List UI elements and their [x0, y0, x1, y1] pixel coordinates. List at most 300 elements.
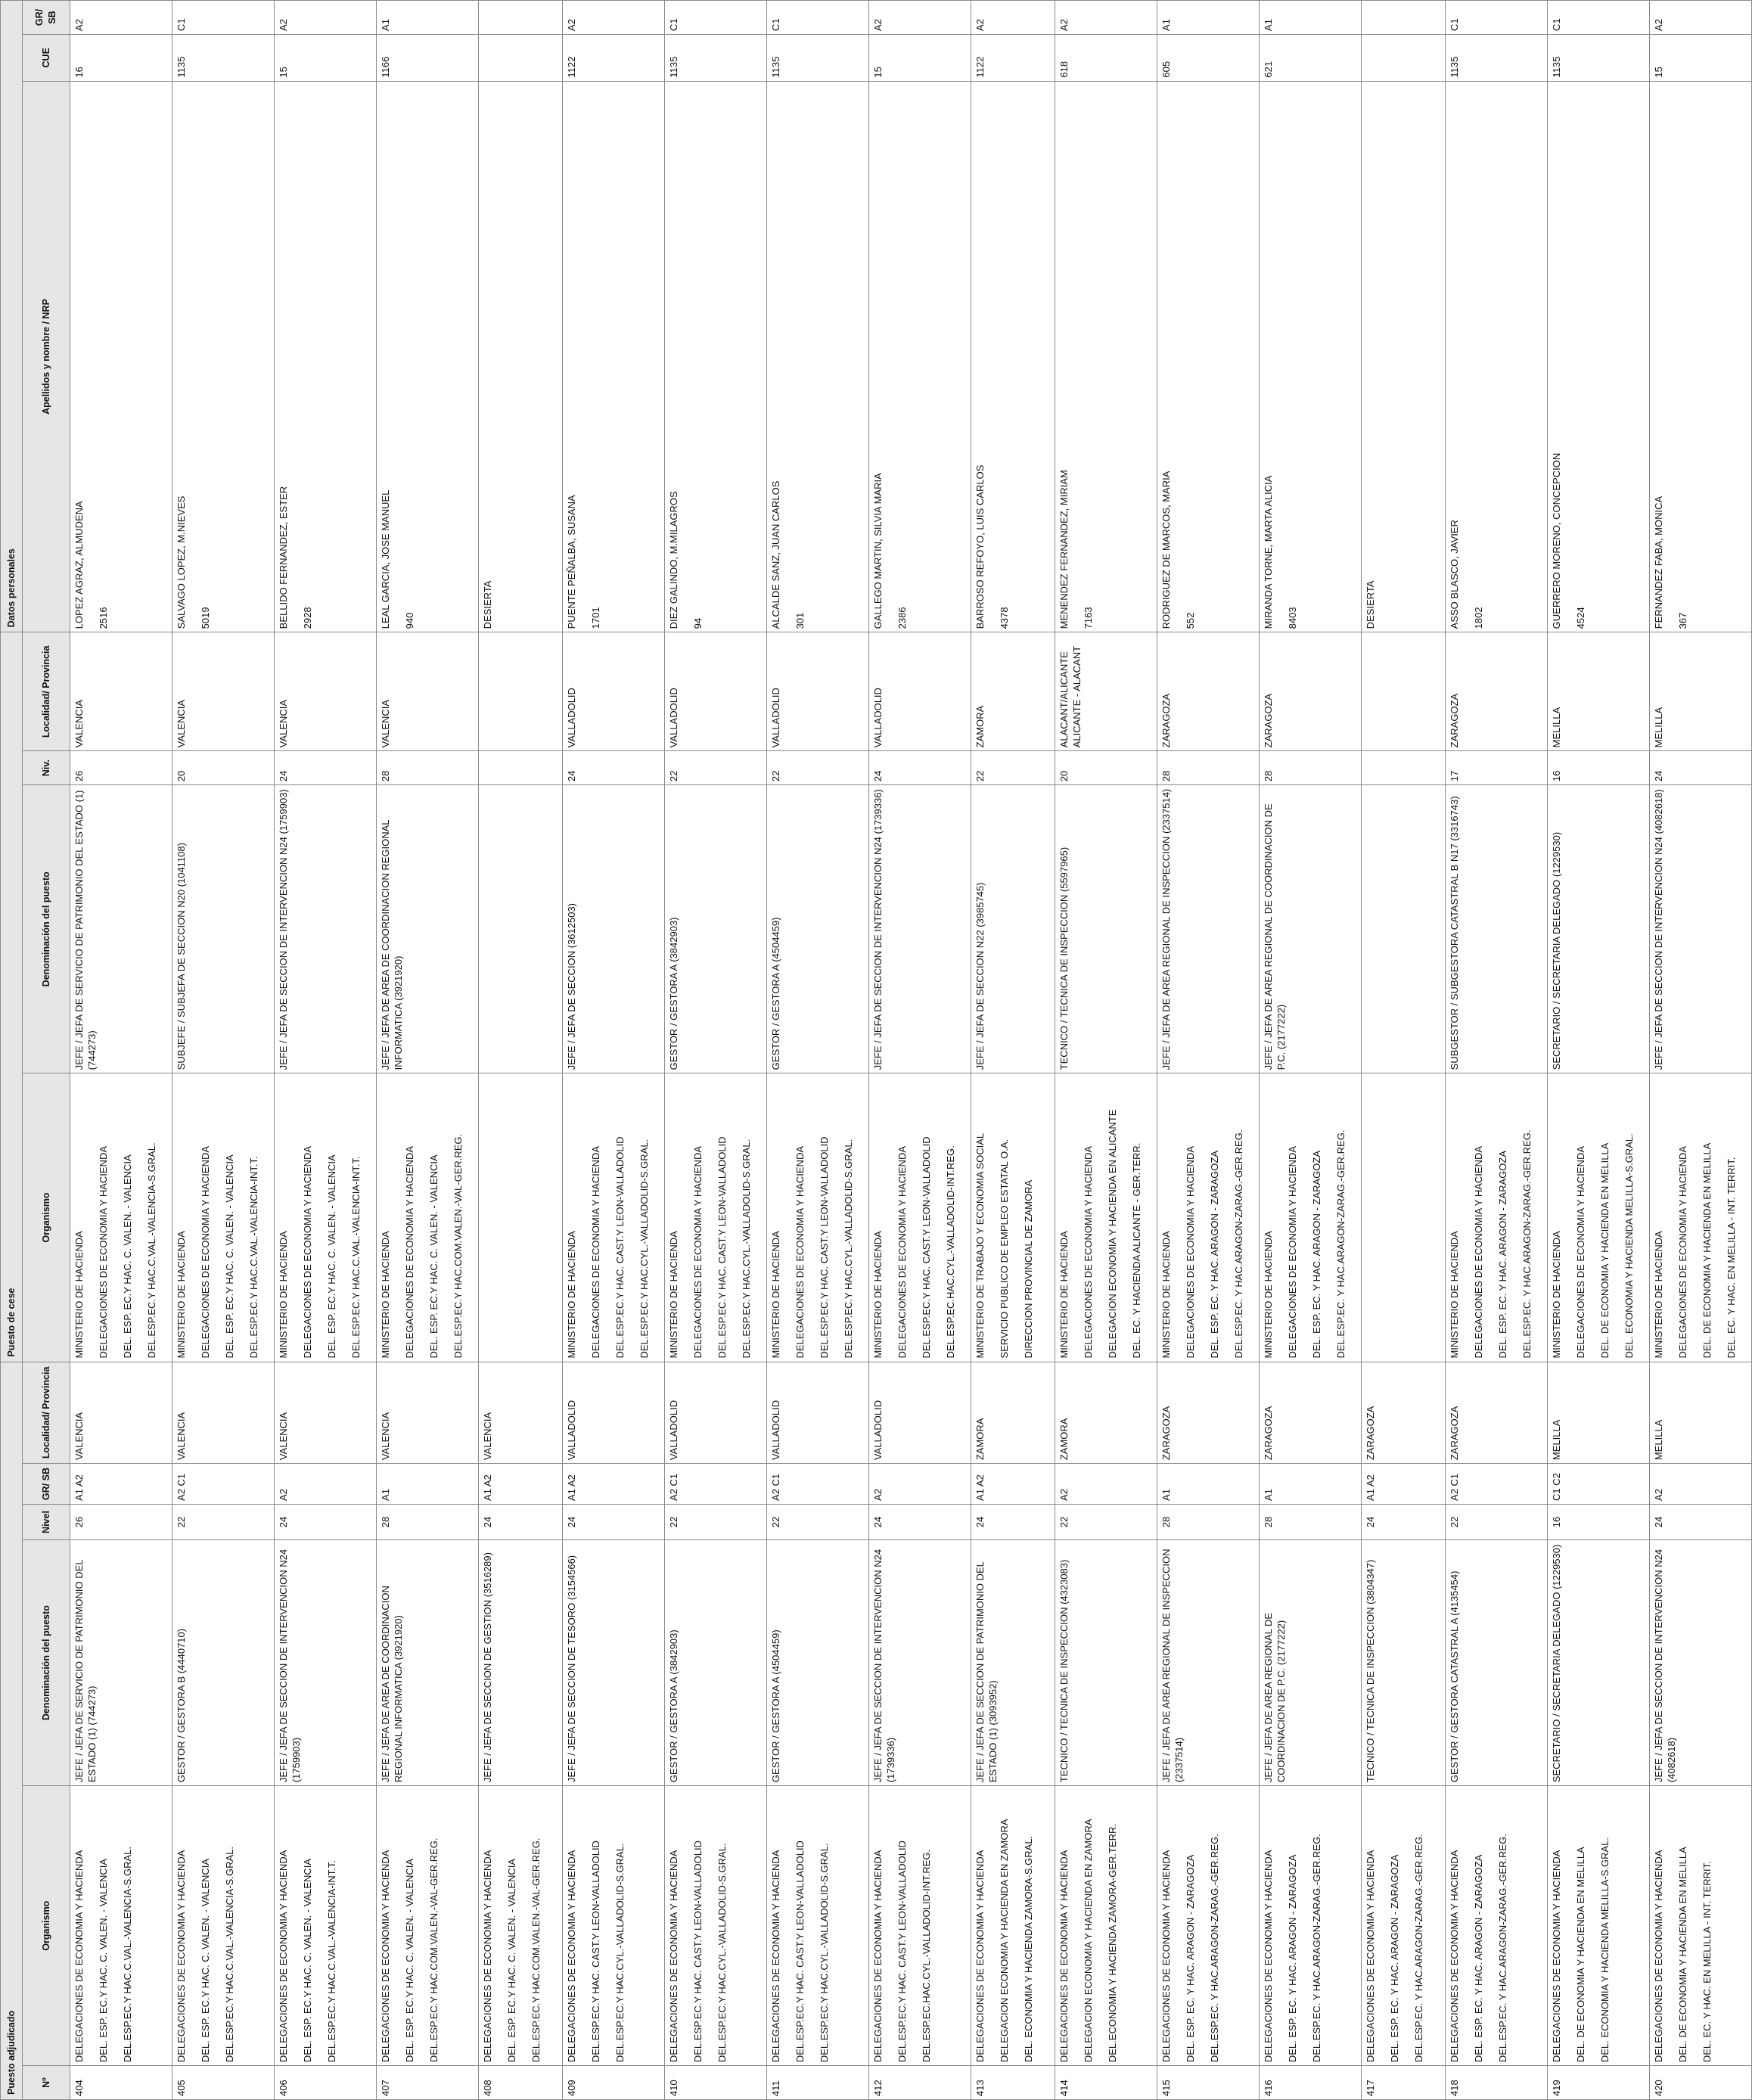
nivel-cese-cell: 26 [70, 751, 172, 785]
person-nrp: 4378 [999, 607, 1010, 629]
grsb-personal-cell: C1 [767, 1, 869, 35]
denominacion-cese-cell [479, 785, 563, 1073]
organismo-cell [1446, 1786, 1548, 2066]
denominacion-cell: JEFE / JEFA DE SERVICIO DE PATRIMONIO DEL ESTADO (1) (744273) [70, 1540, 172, 1786]
organismo-cell [1157, 1786, 1260, 2066]
group-puesto-adjudicado: Puesto adjudicado [1, 1362, 23, 2099]
nivel-cell: 22 [665, 1504, 767, 1539]
person-name: SALVAGO LOPEZ, M.NIEVES [176, 495, 187, 629]
grsb-cell: A2 C1 [665, 1464, 767, 1505]
grsb-cell: A1 [1157, 1464, 1260, 1505]
denominacion-cese-cell: JEFE / JEFA DE SECCION (3612503) [563, 785, 665, 1073]
person-nrp: 94 [692, 617, 704, 629]
organismo-cell [665, 1786, 767, 2066]
denominacion-cell: JEFE / JEFA DE SECCION DE INTERVENCION N24 (1759903) [275, 1540, 377, 1786]
denominacion-cese-cell: JEFE / JEFA DE AREA REGIONAL DE INSPECCION (2337514) [1157, 785, 1260, 1073]
table-row [377, 1, 479, 2100]
cue-cell: 15 [1650, 34, 1752, 81]
row-number: 413 [971, 2066, 1055, 2100]
denominacion-cell: GESTOR / GESTORA A (3842903) [665, 1540, 767, 1786]
localidad-cell: VALLADOLID [563, 1362, 665, 1464]
organismo-cell [1260, 1786, 1362, 2066]
localidad-cese-cell: VALENCIA [172, 632, 275, 751]
table-body [70, 1, 1752, 2100]
person-nrp: 552 [1185, 612, 1196, 629]
grsb-cell: A1 [1260, 1464, 1362, 1505]
organismo-cell-line: DEL. EC. Y HAC. EN MELILLA - INT. TERRIT. [1701, 1861, 1713, 2063]
organismo-cell-line: DELEGACIONES DE ECONOMIA Y HACIENDA [1365, 1850, 1376, 2063]
nivel-cese-cell: 24 [1650, 751, 1752, 785]
organismo-cell-line: DEL. ESP. EC. Y HAC. ARAGON - ZARAGOZA [1473, 1854, 1484, 2063]
organismo-cese-cell-line: MINISTERIO DE HACIENDA [176, 1231, 187, 1359]
organismo-cell-line: DEL.ESP.EC. Y HAC.ARAGON-ZARAG.-GER.REG. [1497, 1834, 1508, 2063]
organismo-cese-cell-line: MINISTERIO DE HACIENDA [380, 1231, 391, 1359]
localidad-cese-cell: VALLADOLID [665, 632, 767, 751]
nivel-cese-cell: 16 [1548, 751, 1650, 785]
nivel-cese-cell: 28 [1157, 751, 1260, 785]
organismo-cell-line: DELEGACIONES DE ECONOMIA Y HACIENDA [1160, 1850, 1172, 2063]
person-nrp: 2516 [98, 607, 109, 629]
denominacion-cese-cell: SUBGESTOR / SUBGESTORA CATASTRAL B N17 (3316743) [1446, 785, 1548, 1073]
col-denominacion: Denominación del puesto [23, 1540, 70, 1786]
nivel-cese-cell: 17 [1446, 751, 1548, 785]
organismo-cese-cell-line: DEL. DE ECONOMIA Y HACIENDA EN MELILLA [1701, 1142, 1713, 1359]
grsb-personal-cell [1362, 1, 1446, 35]
person-name: DESIERTA [1365, 580, 1376, 629]
row-number: 411 [767, 2066, 869, 2100]
organismo-cell [1362, 1786, 1446, 2066]
nombre-cell [70, 81, 172, 632]
organismo-cese-cell-line: DELEGACIONES DE ECONOMIA Y HACIENDA [896, 1145, 908, 1359]
person-name: GALLEGO MARTIN, SILVIA MARIA [872, 473, 884, 629]
organismo-cell-line: DEL.ESP.EC.Y HAC. CAST.Y LEON-VALLADOLID [590, 1841, 601, 2063]
organismo-cese-cell-line: MINISTERIO DE HACIENDA [1653, 1231, 1664, 1359]
organismo-cese-cell [377, 1073, 479, 1362]
localidad-cell: ZARAGOZA [1362, 1362, 1446, 1464]
denominacion-cese-cell: SUBJEFE / SUBJEFA DE SECCION N20 (1041108) [172, 785, 275, 1073]
col-nivel: Nivel [23, 1504, 70, 1539]
table-row [1260, 1, 1362, 2100]
organismo-cese-cell [1157, 1073, 1260, 1362]
grsb-personal-cell: A1 [1260, 1, 1362, 35]
organismo-cese-cell-line: DEL.ESP.EC. Y HAC.ARAGON-ZARAG.-GER.REG. [1521, 1129, 1533, 1359]
organismo-cell-line: DEL. DE ECONOMIA Y HACIENDA EN MELILLA [1575, 1847, 1586, 2063]
organismo-cell-line: DEL.ESP.EC.Y HAC. CAST.Y LEON-VALLADOLID [794, 1841, 806, 2063]
person-nrp: 1701 [590, 607, 601, 629]
organismo-cese-cell [1650, 1073, 1752, 1362]
organismo-cell [767, 1786, 869, 2066]
organismo-cell-line: DELEGACIONES DE ECONOMIA Y HACIENDA [380, 1850, 391, 2063]
localidad-cese-cell: ZARAGOZA [1260, 632, 1362, 751]
table-row [767, 1, 869, 2100]
nivel-cell: 22 [1055, 1504, 1157, 1539]
person-name: BARROSO REFOYO, LUIS CARLOS [974, 464, 986, 629]
organismo-cell-line: DEL.ESP.EC.Y HAC.CYL.-VALLADOLID-S.GRAL. [716, 1843, 728, 2063]
organismo-cese-cell-line: DELEGACIONES DE ECONOMIA Y HACIENDA [98, 1145, 109, 1359]
organismo-cese-cell-line: MINISTERIO DE HACIENDA [1551, 1231, 1562, 1359]
denominacion-cese-cell: GESTOR / GESTORA A (3842903) [665, 785, 767, 1073]
grsb-personal-cell: C1 [172, 1, 275, 35]
organismo-cese-cell-line: DELEGACIONES DE ECONOMIA Y HACIENDA [1287, 1145, 1298, 1359]
denominacion-cell: JEFE / JEFA DE SECCION DE TESORO (3154566) [563, 1540, 665, 1786]
nivel-cell: 24 [1650, 1504, 1752, 1539]
organismo-cell [275, 1786, 377, 2066]
table-row [275, 1, 377, 2100]
person-nrp: 5019 [200, 607, 211, 629]
person-nrp: 4524 [1575, 607, 1586, 629]
person-name: FERNANDEZ FABA, MONICA [1653, 495, 1664, 629]
organismo-cese-cell-line: MINISTERIO DE HACIENDA [73, 1231, 85, 1359]
table-row [563, 1, 665, 2100]
localidad-cell: VALENCIA [70, 1362, 172, 1464]
denominacion-cell: JEFE / JEFA DE AREA REGIONAL DE INSPECCION (2337514) [1157, 1540, 1260, 1786]
organismo-cell [1055, 1786, 1157, 2066]
row-number: 412 [869, 2066, 971, 2100]
person-name: LEAL GARCIA, JOSE MANUEL [380, 489, 391, 629]
cue-cell: 1135 [767, 34, 869, 81]
organismo-cese-cell-line: DEL.ESP.EC.Y HAC.COM.VALEN.-VAL-GER.REG. [452, 1133, 464, 1359]
organismo-cell-line: DELEGACION ECONOMIA Y HACIENDA EN ZAMORA [999, 1819, 1010, 2063]
group-puesto-cese: Puesto de cese [1, 632, 23, 1362]
organismo-cell-line: DELEGACIONES DE ECONOMIA Y HACIENDA [1058, 1850, 1070, 2063]
grsb-personal-cell [479, 1, 563, 35]
organismo-cese-cell [563, 1073, 665, 1362]
person-nrp: 367 [1677, 612, 1688, 629]
grsb-personal-cell: A2 [971, 1, 1055, 35]
organismo-cell-line: DEL. ESP. EC. Y HAC. ARAGON - ZARAGOZA [1389, 1854, 1400, 2063]
person-nrp: 301 [794, 612, 806, 629]
person-name: RODRIGUEZ DE MARCOS, MARIA [1160, 471, 1172, 629]
table-row [1446, 1, 1548, 2100]
row-number: 409 [563, 2066, 665, 2100]
organismo-cese-cell [1055, 1073, 1157, 1362]
table-row [479, 1, 563, 2100]
organismo-cese-cell-line: MINISTERIO DE HACIENDA [1058, 1231, 1070, 1359]
cue-cell: 1166 [377, 34, 479, 81]
grsb-cell: A2 [1055, 1464, 1157, 1505]
nombre-cell [1446, 81, 1548, 632]
denominacion-cell: JEFE / JEFA DE SECCION DE GESTION (3516289) [479, 1540, 563, 1786]
grsb-personal-cell: A2 [70, 1, 172, 35]
grsb-cell: A2 [275, 1464, 377, 1505]
nombre-cell [1157, 81, 1260, 632]
organismo-cell-line: DEL.ESP.EC.Y HAC. CAST.Y LEON-VALLADOLID [692, 1841, 704, 2063]
person-nrp: 1802 [1473, 607, 1484, 629]
localidad-cell: ZAMORA [971, 1362, 1055, 1464]
nivel-cese-cell [479, 751, 563, 785]
nivel-cese-cell: 20 [172, 751, 275, 785]
nombre-cell [869, 81, 971, 632]
nivel-cell: 28 [377, 1504, 479, 1539]
table-row [1157, 1, 1260, 2100]
table-row [1650, 1, 1752, 2100]
cue-cell: 1135 [1548, 34, 1650, 81]
cue-cell: 16 [70, 34, 172, 81]
row-number: 405 [172, 2066, 275, 2100]
localidad-cese-cell [1362, 632, 1446, 751]
organismo-cese-cell [1260, 1073, 1362, 1362]
localidad-cese-cell [479, 632, 563, 751]
person-name: MENENDEZ FERNANDEZ, MIRIAM [1058, 470, 1070, 629]
person-name: GUERRERO MORENO, CONCEPCION [1551, 452, 1562, 629]
organismo-cese-cell-line: MINISTERIO DE HACIENDA [770, 1231, 781, 1359]
grsb-cell: A1 A2 [479, 1464, 563, 1505]
person-name: PUENTE PEÑALBA, SUSANA [566, 495, 577, 629]
organismo-cell [869, 1786, 971, 2066]
col-organismo-cese: Organismo [23, 1073, 70, 1362]
organismo-cese-cell-line: MINISTERIO DE HACIENDA [1263, 1231, 1274, 1359]
grsb-personal-cell: C1 [1548, 1, 1650, 35]
localidad-cell: VALENCIA [275, 1362, 377, 1464]
localidad-cell: VALLADOLID [869, 1362, 971, 1464]
person-name: LOPEZ AGRAZ, ALMUDENA [73, 501, 85, 629]
organismo-cell-line: DELEGACIONES DE ECONOMIA Y HACIENDA [770, 1850, 781, 2063]
nivel-cell: 24 [971, 1504, 1055, 1539]
nombre-cell [1548, 81, 1650, 632]
organismo-cell-line: DEL. DE ECONOMIA Y HACIENDA EN MELILLA [1677, 1847, 1688, 2063]
organismo-cese-cell-line: DEL. ESP. EC.Y HAC. C. VALEN. - VALENCIA [224, 1154, 235, 1359]
cue-cell: 1135 [665, 34, 767, 81]
organismo-cese-cell [70, 1073, 172, 1362]
denominacion-cell: SECRETARIO / SECRETARIA DELEGADO (1229530) [1548, 1540, 1650, 1786]
organismo-cese-cell-line: DEL.ESP.EC.HAC.CYL.-VALLADOLID-INT.REG. [945, 1145, 956, 1359]
grsb-personal-cell: A1 [377, 1, 479, 35]
col-organismo: Organismo [23, 1786, 70, 2066]
cue-cell: 1135 [1446, 34, 1548, 81]
organismo-cell-line: DELEGACIONES DE ECONOMIA Y HACIENDA [278, 1850, 289, 2063]
organismo-cell [377, 1786, 479, 2066]
table-row [1055, 1, 1157, 2100]
nombre-cell [377, 81, 479, 632]
nivel-cell: 24 [275, 1504, 377, 1539]
localidad-cese-cell: VALLADOLID [767, 632, 869, 751]
person-nrp: 2386 [896, 607, 908, 629]
organismo-cell-line: DEL.ESP.EC.Y HAC.CYL.-VALLADOLID-S.GRAL. [614, 1843, 626, 2063]
cue-cell: 605 [1157, 34, 1260, 81]
denominacion-cell: JEFE / JEFA DE SECCION DE PATRIMONIO DEL ESTADO (1) (3093952) [971, 1540, 1055, 1786]
organismo-cell-line: DEL.ESP.EC.Y HAC.C.VAL.-VALENCIA-S.GRAL. [224, 1847, 235, 2063]
localidad-cese-cell: MELILLA [1548, 632, 1650, 751]
row-number: 404 [70, 2066, 172, 2100]
denominacion-cell: JEFE / JEFA DE SECCION DE INTERVENCION N24 (4082618) [1650, 1540, 1752, 1786]
nivel-cese-cell: 20 [1055, 751, 1157, 785]
localidad-cell: VALENCIA [377, 1362, 479, 1464]
organismo-cese-cell-line: MINISTERIO DE HACIENDA [278, 1231, 289, 1359]
organismo-cese-cell [172, 1073, 275, 1362]
organismo-cese-cell [479, 1073, 563, 1362]
row-number: 417 [1362, 2066, 1446, 2100]
organismo-cell-line: DEL.ESP.EC. Y HAC.ARAGON-ZARAG.-GER.REG. [1311, 1834, 1322, 2063]
organismo-cese-cell-line: DELEGACIONES DE ECONOMIA Y HACIENDA [692, 1145, 704, 1359]
nivel-cell: 24 [869, 1504, 971, 1539]
col-denominacion-cese: Denominación del puesto [23, 785, 70, 1073]
person-name: MIRANDA TORNE, MARTA ALICIA [1263, 475, 1274, 629]
organismo-cese-cell-line: DELEGACIONES DE ECONOMIA Y HACIENDA [794, 1145, 806, 1359]
nivel-cell: 24 [479, 1504, 563, 1539]
row-number: 416 [1260, 2066, 1362, 2100]
denominacion-cese-cell: JEFE / JEFA DE AREA DE COORDINACION REGIONAL INFORMATICA (3921920) [377, 785, 479, 1073]
organismo-cell [479, 1786, 563, 2066]
localidad-cell: MELILLA [1650, 1362, 1752, 1464]
table-header [1, 1, 70, 2100]
organismo-cese-cell-line: DEL.ESP.EC.Y HAC. CAST.Y LEON-VALLADOLID [819, 1136, 830, 1359]
grsb-personal-cell: A2 [1055, 1, 1157, 35]
grsb-personal-cell: A1 [1157, 1, 1260, 35]
organismo-cese-cell-line: DEL.ESP.EC.Y HAC.CYL.-VALLADOLID-S.GRAL. [638, 1139, 650, 1359]
organismo-cese-cell-line: DEL.ESP.EC.Y HAC.C.VAL.-VALENCIA-S.GRAL. [146, 1142, 157, 1359]
person-nrp: 2928 [302, 607, 313, 629]
grsb-cell: A2 C1 [767, 1464, 869, 1505]
cue-cell: 618 [1055, 34, 1157, 81]
organismo-cell-line: DELEGACIONES DE ECONOMIA Y HACIENDA [1551, 1850, 1562, 2063]
organismo-cell-line: DEL. ESP. EC.Y HAC. C. VALEN. - VALENCIA [404, 1858, 415, 2063]
organismo-cell-line: DEL.ESP.EC.Y HAC.COM.VALEN.-VAL-GER.REG. [530, 1837, 542, 2063]
localidad-cell: ZARAGOZA [1260, 1362, 1362, 1464]
denominacion-cese-cell: JEFE / JEFA DE SERVICIO DE PATRIMONIO DEL ESTADO (1) (744273) [70, 785, 172, 1073]
nombre-cell [665, 81, 767, 632]
grsb-cell: A1 A2 [563, 1464, 665, 1505]
nivel-cese-cell: 22 [767, 751, 869, 785]
col-nivel-cese: Niv. [23, 751, 70, 785]
table-row [971, 1, 1055, 2100]
organismo-cese-cell-line: DEL.ESP.EC. Y HAC.ARAGON-ZARAG.-GER.REG. [1233, 1129, 1244, 1359]
organismo-cell-line: DEL.ESP.EC. Y HAC.ARAGON-ZARAG.-GER.REG. [1413, 1834, 1424, 2063]
table-row [172, 1, 275, 2100]
nombre-cell [479, 81, 563, 632]
denominacion-cese-cell [1362, 785, 1446, 1073]
nombre-cell [563, 81, 665, 632]
organismo-cell [563, 1786, 665, 2066]
localidad-cell: ZAMORA [1055, 1362, 1157, 1464]
localidad-cell: ZARAGOZA [1446, 1362, 1548, 1464]
person-nrp: 8403 [1287, 607, 1298, 629]
localidad-cell: VALLADOLID [767, 1362, 869, 1464]
denominacion-cese-cell: JEFE / JEFA DE SECCION DE INTERVENCION N24 (1739336) [869, 785, 971, 1073]
nivel-cell: 22 [767, 1504, 869, 1539]
organismo-cese-cell-line: DEL.ESP.EC.Y HAC. CAST.Y LEON-VALLADOLID [921, 1136, 932, 1359]
person-name: ALCALDE SANZ, JUAN CARLOS [770, 480, 781, 629]
table-row [869, 1, 971, 2100]
organismo-cell-line: DEL. ESP. EC.Y HAC. C. VALEN. - VALENCIA [200, 1858, 211, 2063]
organismo-cese-cell-line: DEL. EC. Y HACIENDA ALICANTE - GER.TERR. [1131, 1142, 1142, 1359]
cue-cell: 15 [869, 34, 971, 81]
col-grsb: GR/ SB [23, 1464, 70, 1505]
organismo-cell-line: DEL.ESP.EC.Y HAC. CAST.Y LEON-VALLADOLID [896, 1841, 908, 2063]
denominacion-cese-cell: JEFE / JEFA DE SECCION DE INTERVENCION N24 (4082618) [1650, 785, 1752, 1073]
grsb-personal-cell: A2 [1650, 1, 1752, 35]
organismo-cese-cell-line: MINISTERIO DE HACIENDA [872, 1231, 884, 1359]
denominacion-cell: JEFE / JEFA DE SECCION DE INTERVENCION N24 (1739336) [869, 1540, 971, 1786]
organismo-cese-cell [665, 1073, 767, 1362]
localidad-cese-cell: ZARAGOZA [1157, 632, 1260, 751]
table-row [1362, 1, 1446, 2100]
grsb-personal-cell: A2 [275, 1, 377, 35]
organismo-cese-cell [1548, 1073, 1650, 1362]
organismo-cell-line: DELEGACIONES DE ECONOMIA Y HACIENDA [668, 1850, 679, 2063]
person-name: DESIERTA [482, 580, 493, 629]
nombre-cell [275, 81, 377, 632]
organismo-cell [1650, 1786, 1752, 2066]
organismo-cell-line: DELEGACION ECONOMIA Y HACIENDA EN ZAMORA [1083, 1819, 1094, 2063]
nivel-cese-cell: 22 [665, 751, 767, 785]
localidad-cese-cell: VALENCIA [275, 632, 377, 751]
organismo-cell-line: DEL. ESP. EC. Y HAC. ARAGON - ZARAGOZA [1185, 1854, 1196, 2063]
localidad-cese-cell: MELILLA [1650, 632, 1752, 751]
organismo-cese-cell [869, 1073, 971, 1362]
nombre-cell [971, 81, 1055, 632]
organismo-cese-cell-line: DEL.ESP.EC.Y HAC.CYL.-VALLADOLID-S.GRAL. [741, 1139, 752, 1359]
grsb-cell: A1 A2 [971, 1464, 1055, 1505]
organismo-cese-cell-line: MINISTERIO DE TRABAJO Y ECONOMIA SOCIAL [974, 1132, 986, 1359]
organismo-cese-cell-line: DEL. EC. Y HAC. EN MELILLA - INT. TERRIT. [1726, 1157, 1737, 1359]
organismo-cese-cell-line: MINISTERIO DE HACIENDA [668, 1231, 679, 1359]
grsb-cell: A1 A2 [70, 1464, 172, 1505]
denominacion-cese-cell: JEFE / JEFA DE AREA REGIONAL DE COORDINACION DE P.C. (2177222) [1260, 785, 1362, 1073]
organismo-cell-line: DEL. ECONOMIA Y HACIENDA ZAMORA-S.GRAL. [1023, 1835, 1034, 2063]
row-number: 410 [665, 2066, 767, 2100]
organismo-cese-cell-line: DELEGACIONES DE ECONOMIA Y HACIENDA [302, 1145, 313, 1359]
denominacion-cese-cell: SECRETARIO / SECRETARIA DELEGADO (1229530) [1548, 785, 1650, 1073]
organismo-cell-line: DEL.ESP.EC.Y HAC.CYL.-VALLADOLID-S.GRAL. [819, 1843, 830, 2063]
grsb-cell: C1 C2 [1548, 1464, 1650, 1505]
organismo-cese-cell-line: MINISTERIO DE HACIENDA [566, 1231, 577, 1359]
denominacion-cell: GESTOR / GESTORA B (4440710) [172, 1540, 275, 1786]
organismo-cese-cell-line: DELEGACIONES DE ECONOMIA Y HACIENDA [1575, 1145, 1586, 1359]
organismo-cell [971, 1786, 1055, 2066]
organismo-cell-line: DELEGACIONES DE ECONOMIA Y HACIENDA [974, 1850, 986, 2063]
row-number: 418 [1446, 2066, 1548, 2100]
organismo-cese-cell [1446, 1073, 1548, 1362]
organismo-cell [172, 1786, 275, 2066]
nivel-cell: 26 [70, 1504, 172, 1539]
person-name: DIEZ GALINDO, M.MILAGROS [668, 491, 679, 629]
grsb-personal-cell: C1 [665, 1, 767, 35]
organismo-cese-cell-line: DELEGACIONES DE ECONOMIA Y HACIENDA [1473, 1145, 1484, 1359]
organismo-cell-line: DEL.ESP.EC.Y HAC.C.VAL.-VALENCIA-INT.T. [326, 1860, 337, 2063]
denominacion-cell: GESTOR / GESTORA CATASTRAL A (4135454) [1446, 1540, 1548, 1786]
organismo-cell-line: DELEGACIONES DE ECONOMIA Y HACIENDA [176, 1850, 187, 2063]
row-number: 408 [479, 2066, 563, 2100]
row-number: 406 [275, 2066, 377, 2100]
organismo-cell-line: DELEGACIONES DE ECONOMIA Y HACIENDA [1653, 1850, 1664, 2063]
organismo-cese-cell-line: DELEGACIONES DE ECONOMIA Y HACIENDA [590, 1145, 601, 1359]
organismo-cese-cell-line: DEL. ESP. EC. Y HAC. ARAGON - ZARAGOZA [1311, 1151, 1322, 1359]
localidad-cell: MELILLA [1548, 1362, 1650, 1464]
nivel-cese-cell: 28 [1260, 751, 1362, 785]
table-row [665, 1, 767, 2100]
denominacion-cese-cell: TECNICO / TECNICA DE INSPECCION (5597965) [1055, 785, 1157, 1073]
localidad-cese-cell: VALENCIA [70, 632, 172, 751]
denominacion-cell: TECNICO / TECNICA DE INSPECCION (4323083) [1055, 1540, 1157, 1786]
organismo-cese-cell-line: DELEGACIONES DE ECONOMIA Y HACIENDA [1083, 1145, 1094, 1359]
grsb-cell: A2 C1 [172, 1464, 275, 1505]
grsb-personal-cell: A2 [869, 1, 971, 35]
nivel-cell: 22 [1446, 1504, 1548, 1539]
grsb-cell: A2 [1650, 1464, 1752, 1505]
denominacion-cell: GESTOR / GESTORA A (4504459) [767, 1540, 869, 1786]
nivel-cese-cell: 28 [377, 751, 479, 785]
organismo-cell-line: DELEGACIONES DE ECONOMIA Y HACIENDA [872, 1850, 884, 2063]
organismo-cese-cell-line: DEL. ESP. EC.Y HAC. C. VALEN. - VALENCIA [122, 1154, 133, 1359]
organismo-cese-cell-line: DEL.ESP.EC. Y HAC.ARAGON-ZARAG.-GER.REG. [1335, 1129, 1347, 1359]
organismo-cese-cell-line: DEL.ESP.EC.Y HAC.CYL.-VALLADOLID-S.GRAL. [843, 1139, 854, 1359]
organismo-cell-line: DELEGACIONES DE ECONOMIA Y HACIENDA [482, 1850, 493, 2063]
table-row [1548, 1, 1650, 2100]
localidad-cese-cell: VALLADOLID [563, 632, 665, 751]
organismo-cell-line: DEL.ESP.EC. Y HAC.ARAGON-ZARAG.-GER.REG. [1209, 1834, 1220, 2063]
organismo-cell-line: DEL.ECONOMIA Y HACIENDA ZAMORA-GER.TERR. [1107, 1823, 1118, 2063]
nivel-cese-cell: 24 [869, 751, 971, 785]
